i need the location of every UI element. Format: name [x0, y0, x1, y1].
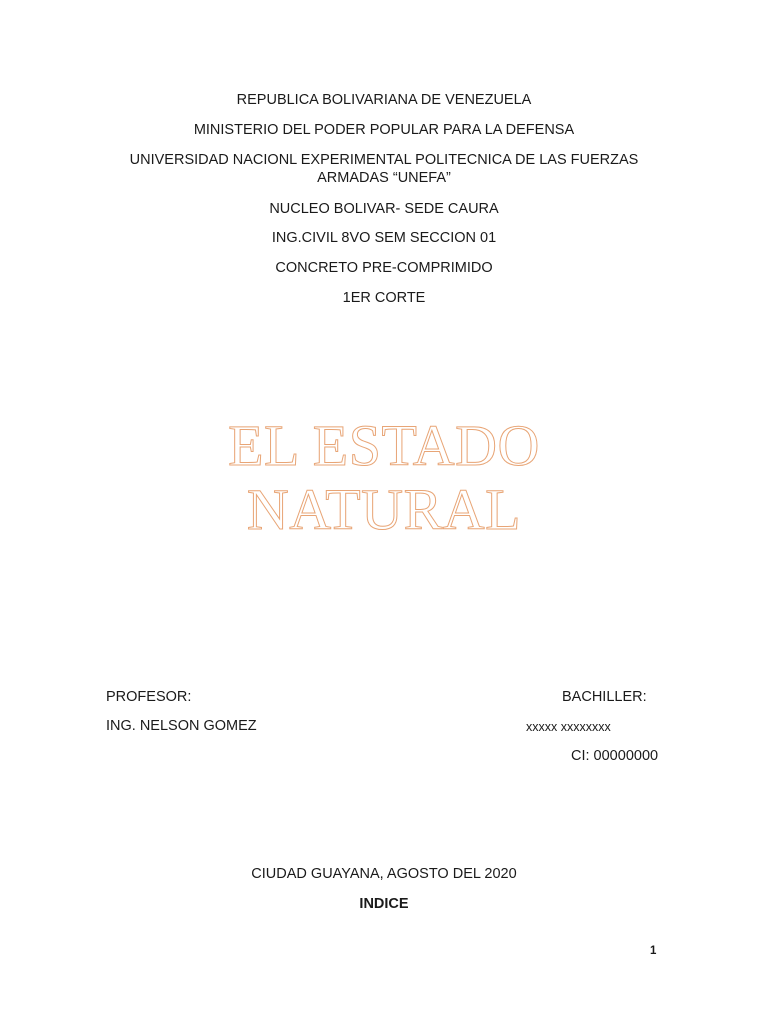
document-title-line2: NATURAL [246, 477, 522, 542]
bachiller-label: BACHILLER: [562, 689, 647, 705]
header-republic: REPUBLICA BOLIVARIANA DE VENEZUELA [236, 92, 532, 108]
profesor-label: PROFESOR: [106, 689, 192, 705]
document-title-line1: EL ESTADO [228, 413, 540, 478]
header-career: ING.CIVIL 8VO SEM SECCION 01 [271, 230, 497, 246]
header-university-line1: UNIVERSIDAD NACIONL EXPERIMENTAL POLITECNICA DE LAS FUERZAS [129, 152, 639, 168]
profesor-name: ING. NELSON GOMEZ [106, 718, 257, 734]
header-term: 1ER CORTE [342, 290, 426, 306]
header-ministry: MINISTERIO DEL PODER POPULAR PARA LA DEFENSA [193, 122, 575, 138]
document-title [80, 414, 688, 542]
place-date: CIUDAD GUAYANA, AGOSTO DEL 2020 [251, 866, 517, 882]
header-nucleus: NUCLEO BOLIVAR- SEDE CAURA [269, 201, 499, 217]
bachiller-name: xxxxx xxxxxxxx [526, 720, 611, 734]
header-course: CONCRETO PRE-COMPRIMIDO [275, 260, 493, 276]
index-heading: INDICE [359, 896, 409, 912]
page-number: 1 [650, 945, 657, 957]
bachiller-ci: CI: 00000000 [571, 748, 659, 764]
header-university-line2: ARMADAS “UNEFA” [317, 170, 451, 186]
